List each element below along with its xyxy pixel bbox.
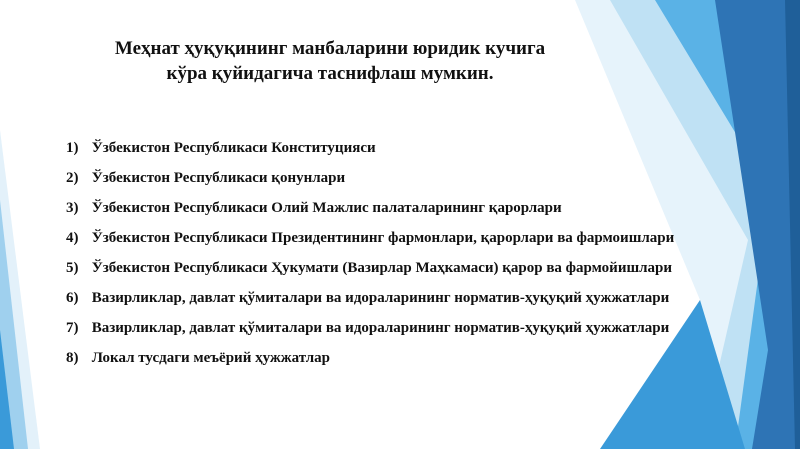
slide-title	[60, 36, 600, 86]
item-text: Ўзбекистон Республикаси Ҳукумати (Вазирлар Маҳкамаси) қарор ва фармойишлари	[91, 259, 673, 276]
item-text: Ўзбекистон Республикаси Конституцияси	[91, 139, 376, 156]
item-number: 8)	[66, 349, 79, 366]
list-item	[66, 343, 756, 373]
item-text: Локал тусдаги меъёрий ҳужжатлар	[91, 349, 330, 366]
item-number: 6)	[66, 289, 79, 306]
title-line-2: кўра қуйидагича таснифлаш мумкин.	[166, 63, 494, 84]
sources-list	[66, 133, 756, 373]
item-number: 2)	[66, 169, 79, 186]
item-text: Вазирликлар, давлат қўмиталари ва идораларининг норматив-ҳуқуқий ҳужжатлари	[91, 319, 670, 336]
item-text: Ўзбекистон Республикаси қонунлари	[91, 169, 346, 186]
list-item	[66, 253, 756, 283]
item-number: 3)	[66, 199, 79, 216]
title-line-1: Меҳнат ҳуқуқининг манбаларини юридик кучига	[114, 38, 546, 59]
item-text: Ўзбекистон Республикаси Олий Мажлис палаталарининг қарорлари	[91, 199, 562, 216]
item-number: 5)	[66, 259, 79, 276]
item-number: 4)	[66, 229, 79, 246]
item-text: Ўзбекистон Республикаси Президентининг фармонлари, қарорлари ва фармоишлари	[91, 229, 675, 246]
list-item	[66, 133, 756, 163]
list-item	[66, 283, 756, 313]
item-number: 7)	[66, 319, 79, 336]
list-item	[66, 163, 756, 193]
item-text: Вазирликлар, давлат қўмиталари ва идораларининг норматив-ҳуқуқий ҳужжатлари	[91, 289, 670, 306]
list-item	[66, 193, 756, 223]
list-item	[66, 223, 756, 253]
list-item	[66, 313, 756, 343]
item-number: 1)	[66, 139, 79, 156]
